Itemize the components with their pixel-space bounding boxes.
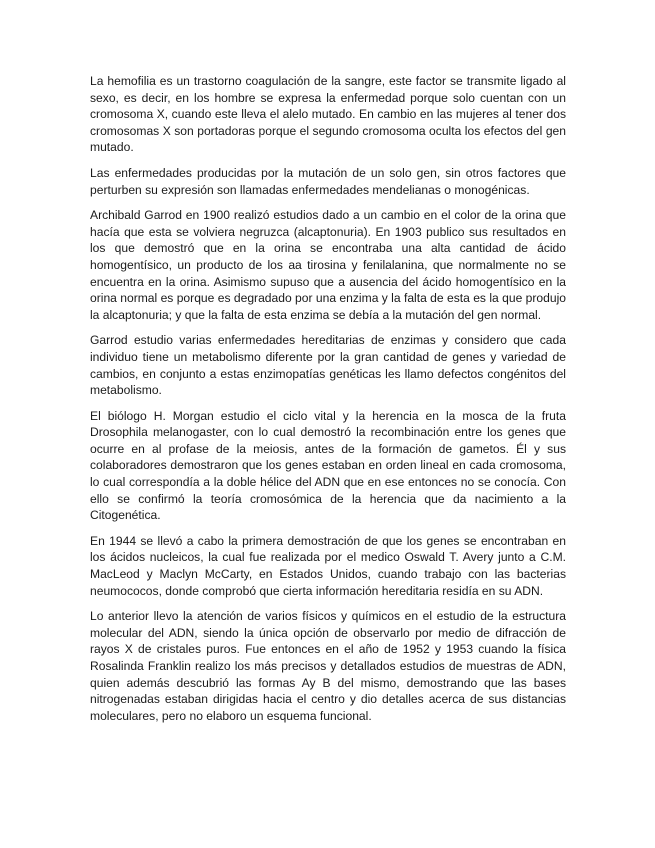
paragraph-enfermedades-mendelianas: Las enfermedades producidas por la mutación de un solo gen, sin otros factores que perturben su expresión son llamadas enfermedades mendelianas o monogénicas. [90,165,566,197]
document-body [90,73,566,733]
paragraph-garrod-enzimas: Garrod estudio varias enfermedades hereditarias de enzimas y considero que cada individuo tiene un metabolismo diferente por la gran cantidad de genes y variedad de cambios, en conjunto a estas enzimopatías genéticas les llamo defectos congénitos del metabolismo. [90,333,566,398]
paragraph-morgan: El biólogo H. Morgan estudio el ciclo vital y la herencia en la mosca de la fruta Drosophila melanogaster, con lo cual demostró la recombinación entre los genes que ocurre en al profase de la meiosis, antes de la formación de gametos. Él y sus colaboradores demostraron que los genes estaban en orden lineal en cada cromosoma, lo cual correspondía a la doble hélice del ADN que en ese entonces no se conocía. Con ello se confirmó la teoría cromosómica de la herencia que da nacimiento a la Citogenética. [90,408,566,523]
paragraph-hemofilia: La hemofilia es un trastorno coagulación de la sangre, este factor se transmite ligado al sexo, es decir, en los hombre se expresa la enfermedad porque solo cuentan con un cromosoma X, cuando este lleva el alelo mutado. En cambio en las mujeres al tener dos cromosomas X son portadoras porque el segundo cromosoma oculta los efectos del gen mutado. [90,74,566,155]
paragraph-franklin: Lo anterior llevo la atención de varios físicos y químicos en el estudio de la estructura molecular del ADN, siendo la única opción de observarlo por medio de difracción de rayos X de cristales puros. Fue entonces en el año de 1952 y 1953 cuando la física Rosalinda Franklin realizo los más precisos y detallados estudios de muestras de ADN, quien además descubrió las formas Ay B del mismo, demostrando que las bases nitrogenadas estaban dirigidas hacia el centro y dio detalles acerca de sus distancias moleculares, pero no elaboro un esquema funcional. [90,609,566,723]
paragraph-avery: En 1944 se llevó a cabo la primera demostración de que los genes se encontraban en los ácidos nucleicos, la cual fue realizada por el medico Oswald T. Avery junto a C.M. MacLeod y Maclyn McCarty, en Estados Unidos, cuando trabajo con las bacterias neumococos, donde comprobó que cierta información hereditaria residía en su ADN. [90,533,566,598]
paragraph-garrod-alcaptonuria: Archibald Garrod en 1900 realizó estudios dado a un cambio en el color de la orina que hacía que esta se volviera negruzca (alcaptonuria). En 1903 publico sus resultados en los que demostró que en la orina se encontraba una alta cantidad de ácido homogentísico, un producto de los aa tirosina y fenilalanina, que normalmente no se encuentra en la orina. Asimismo supuso que a ausencia del ácido homogentísico en la orina normal es porque es degradado por una enzima y la falta de esta es la que produjo la alcaptonuria; y que la falta de esta enzima se debía a la mutación del gen normal. [90,208,566,322]
